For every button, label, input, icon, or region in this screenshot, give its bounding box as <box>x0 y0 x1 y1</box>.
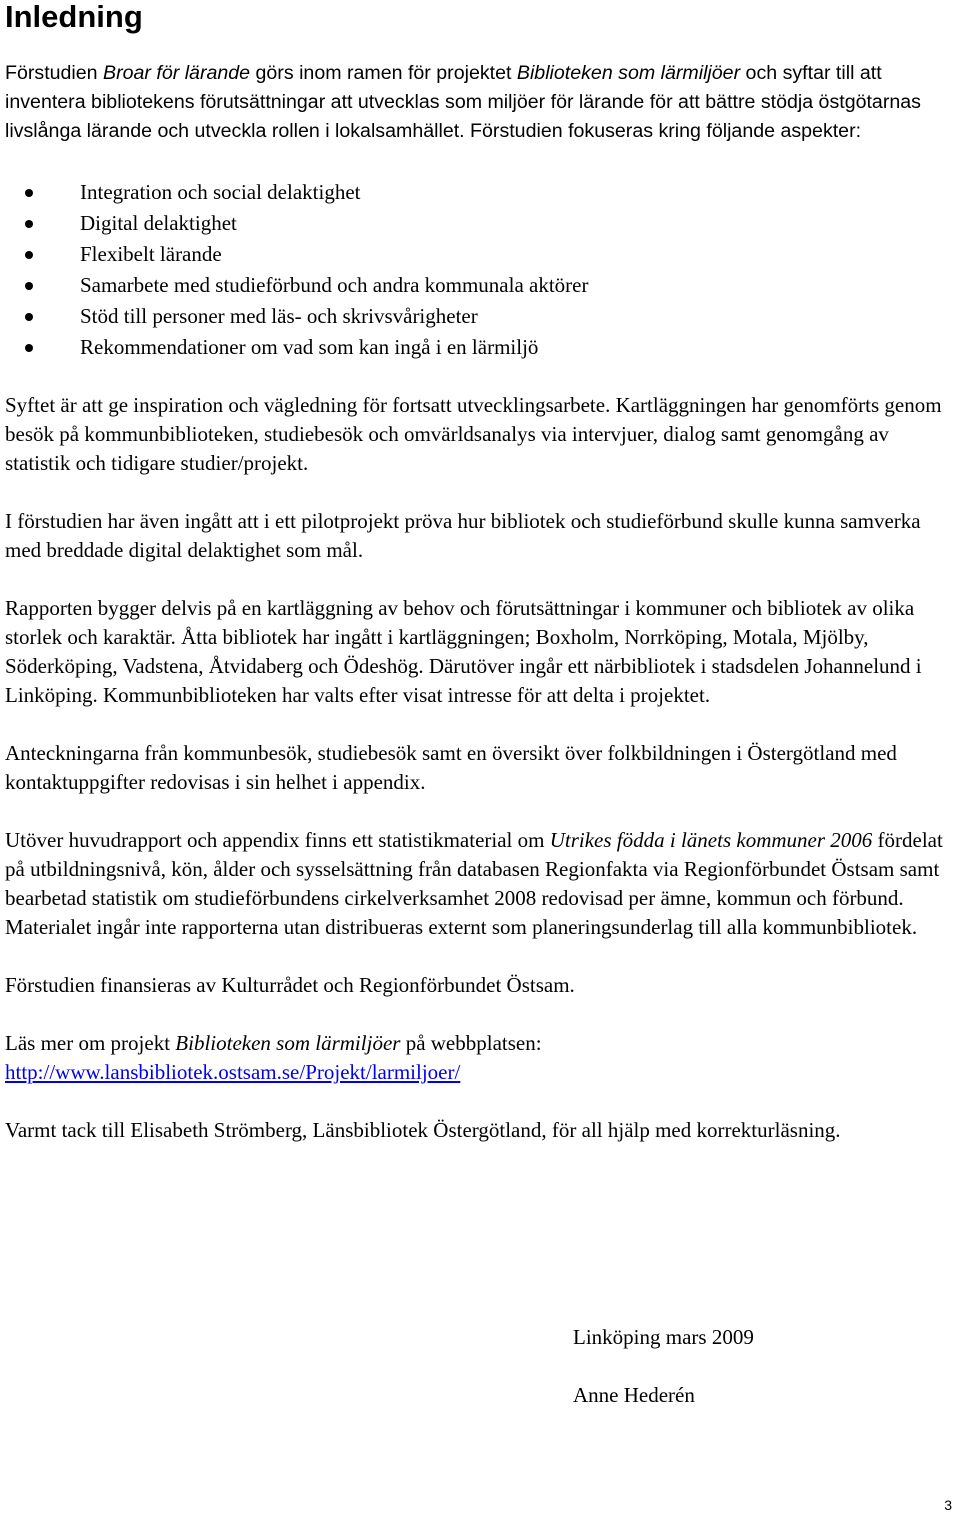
list-item <box>5 239 955 270</box>
list-item <box>5 301 955 332</box>
read-more-text: Läs mer om projekt <box>5 1031 176 1055</box>
list-item <box>5 177 955 208</box>
read-more-text: på webbplatsen: <box>400 1031 542 1055</box>
place-date: Linköping mars 2009 <box>573 1325 754 1349</box>
list-item-text: Stöd till personer med läs- och skrivsvårigheter <box>80 304 478 328</box>
notes-paragraph: Anteckningarna från kommunbesök, studiebesök samt en översikt över folkbildningen i Östergötland med kontaktuppgifter redovisas i sin helhet i appendix. <box>5 741 897 794</box>
page-number: 3 <box>944 1497 952 1513</box>
statistics-title: Utrikes födda i länets kommuner 2006 <box>549 828 873 852</box>
list-item-text: Flexibelt lärande <box>80 242 222 266</box>
bullet-icon <box>25 251 33 259</box>
document-page <box>5 0 955 1145</box>
bullet-icon <box>25 220 33 228</box>
page-title: Inledning <box>5 0 143 34</box>
statistics-text: fördelat på utbildningsnivå, kön, ålder och sysselsättning från databasen Regionfakta via Regionförbundet Östsam samt bearbetad statistik om studieförbundens cirkelverksamhet 2008 redovisad per ämne, kommun och förbund. Materialet ingår inte rapporterna utan distribueras externt som planeringsunderlag till alla kommunbibliotek. <box>5 828 943 939</box>
purpose-paragraph: Syftet är att ge inspiration och vägledning för fortsatt utvecklingsarbete. Kartläggningen har genomförts genom besök på kommunbiblioteken, studiebesök och omvärldsanalys via intervjuer, dialog samt genomgång av statistik och tidigare studier/projekt. <box>5 393 942 475</box>
bullet-icon <box>25 313 33 321</box>
report-paragraph: Rapporten bygger delvis på en kartläggning av behov och förutsättningar i kommuner och bibliotek av olika storlek och karaktär. Åtta bibliotek har ingått i kartläggningen; Boxholm, Norrköping, Motala, Mjölby, Söderköping, Vadstena, Åtvidaberg och Ödeshög. Därutöver ingår ett närbibliotek i stadsdelen Johannelund i Linköping. Kommunbiblioteken har valts efter visat intresse för att delta i projektet. <box>5 596 922 707</box>
list-item-text: Digital delaktighet <box>80 211 237 235</box>
list-item <box>5 208 955 239</box>
list-item <box>5 270 955 301</box>
thanks-paragraph: Varmt tack till Elisabeth Strömberg, Länsbibliotek Östergötland, för all hjälp med korrekturläsning. <box>5 1118 841 1142</box>
project-title: Biblioteken som lärmiljöer <box>516 62 741 84</box>
bullet-icon <box>25 344 33 352</box>
list-item-text: Integration och social delaktighet <box>80 180 361 204</box>
statistics-paragraph <box>5 826 955 942</box>
intro-text: görs inom ramen för projektet <box>250 62 517 84</box>
project-title: Biblioteken som lärmiljöer <box>175 1031 401 1055</box>
intro-text: Förstudien <box>5 62 104 84</box>
pilot-paragraph: I förstudien har även ingått att i ett pilotprojekt pröva hur bibliotek och studieförbund skulle kunna samverka med breddade digital delaktighet som mål. <box>5 509 921 562</box>
intro-paragraph <box>5 59 955 146</box>
study-title: Broar för lärande <box>103 62 251 84</box>
intro-text: och syftar till att inventera bibliotekens förutsättningar att utvecklas som miljöer för lärande för att bättre stödja östgötarnas livslånga lärande och utveckla rollen i lokalsamhället. Förstudien fokuseras kring följande aspekter: <box>5 62 921 142</box>
aspects-list <box>5 177 955 363</box>
list-item-text: Rekommendationer om vad som kan ingå i en lärmiljö <box>80 335 539 359</box>
list-item <box>5 332 955 363</box>
statistics-text: Utöver huvudrapport och appendix finns ett statistikmaterial om <box>5 828 550 852</box>
bullet-icon <box>25 189 33 197</box>
read-more-paragraph <box>5 1029 955 1087</box>
bullet-icon <box>25 282 33 290</box>
project-website-link[interactable]: http://www.lansbibliotek.ostsam.se/Projekt/larmiljoer/ <box>5 1060 461 1084</box>
author-name: Anne Hederén <box>573 1383 695 1407</box>
list-item-text: Samarbete med studieförbund och andra kommunala aktörer <box>80 273 589 297</box>
funding-paragraph: Förstudien finansieras av Kulturrådet och Regionförbundet Östsam. <box>5 973 575 997</box>
